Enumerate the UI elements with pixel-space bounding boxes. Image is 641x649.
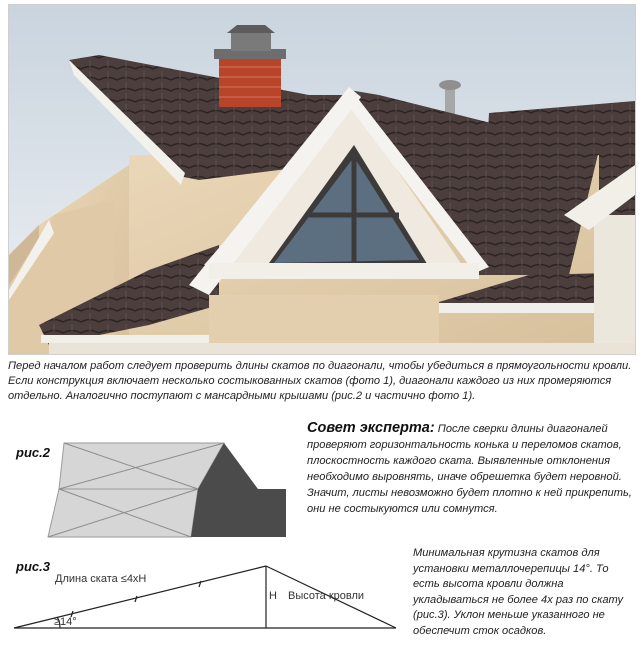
- fig3-slope-length: Длина ската ≤4хН: [55, 573, 147, 585]
- expert-title: Совет эксперта:: [307, 420, 435, 436]
- expert-body: После сверки длины диагоналей проверяют горизонтальность конька и переломов скатов, плоскостность каждого ската. Выявленные отклонения необходимо выровнять, иначе обрешетка будет неровной. Значит, листы невозможно будет плотно к ней прикрепить, они не состыкуются или сомнутся.: [307, 423, 632, 515]
- fig3-diagram: [0, 555, 410, 640]
- fig2-diagram: [46, 440, 292, 540]
- fig2-end-face-lower: [191, 489, 286, 537]
- fig3-angle: ≥14°: [54, 616, 77, 628]
- min-slope-note: Минимальная крутизна скатов для установки металлочерепицы 14°. То есть высота кровли должна укладываться не более 4х раз по скату (рис.3). Уклон меньше указанного не обеспечит сток осадков.: [413, 547, 624, 637]
- expert-advice: [307, 420, 633, 517]
- intro-paragraph: Перед началом работ следует проверить длины скатов по диагонали, чтобы убедиться в прямоугольности кровли. Если конструкция включает несколько состыкованных скатов (фото 1), диагонали каждого из них промеряются отдельно. Аналогично поступают с мансардными крышами (рис.2 и частично фото 1).: [8, 360, 632, 402]
- fig3-label: рис.3: [16, 559, 50, 574]
- roof-photo: [8, 4, 636, 355]
- fig3-tick-2: [135, 596, 137, 602]
- fig2-label: рис.2: [16, 445, 50, 460]
- fig3-height-mark: H: [269, 590, 277, 602]
- fig3-roof-height: Высота кровли: [288, 590, 365, 602]
